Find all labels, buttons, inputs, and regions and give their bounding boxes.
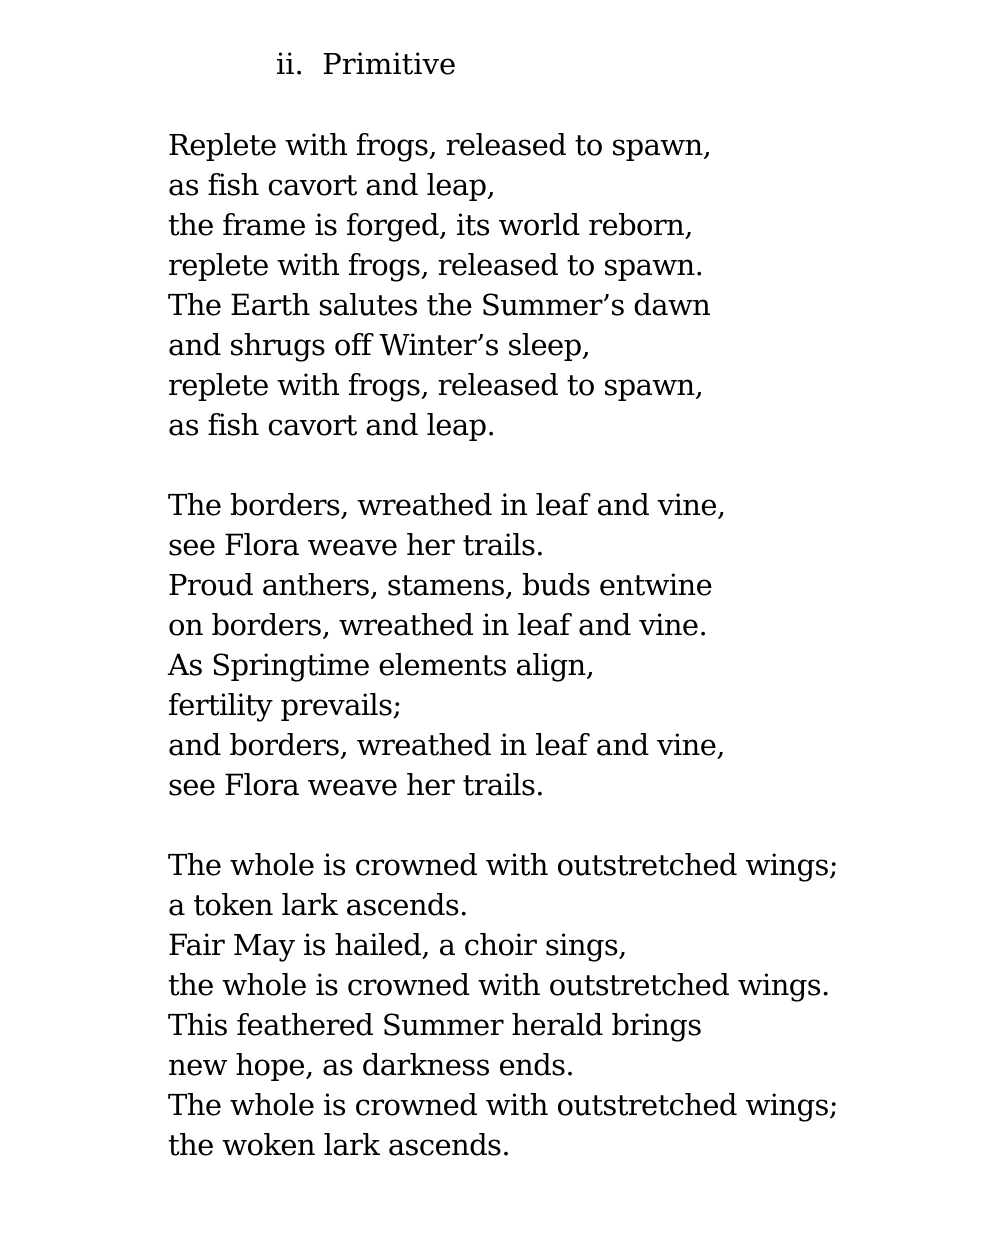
poem-line: on borders, wreathed in leaf and vine. [168,608,708,642]
poem-line: Proud anthers, stamens, buds entwine [168,568,713,602]
poem-line: replete with frogs, released to spawn, [168,368,704,402]
section-number: ii. [276,47,304,81]
poem-line: fertility prevails; [168,688,402,722]
poem-line: The whole is crowned with outstretched wings; [168,1088,838,1122]
poem-line: as fish cavort and leap. [168,408,496,442]
poem-line: as fish cavort and leap, [168,168,496,202]
poem-line: the woken lark ascends. [168,1128,510,1162]
poem-line: As Springtime elements align, [168,648,595,682]
stanza-2 [168,485,726,805]
poem-line: Replete with frogs, released to spawn, [168,128,712,162]
poem-line: the whole is crowned with outstretched wings. [168,968,830,1002]
stanza-1 [168,125,711,445]
poem-line: Fair May is hailed, a choir sings, [168,928,627,962]
poem-line: The borders, wreathed in leaf and vine, [168,488,726,522]
section-title: Primitive [322,47,457,81]
poem-line: This feathered Summer herald brings [168,1008,702,1042]
poem-line: The whole is crowned with outstretched wings; [168,848,838,882]
section-heading [276,44,456,84]
poem-line: see Flora weave her trails. [168,528,544,562]
poem-line: the frame is forged, its world reborn, [168,208,693,242]
stanza-3 [168,845,838,1165]
poem-line: replete with frogs, released to spawn. [168,248,704,282]
poem-line: a token lark ascends. [168,888,468,922]
poem-line: and shrugs off Winter’s sleep, [168,328,591,362]
poem-line: and borders, wreathed in leaf and vine, [168,728,725,762]
poem-line: The Earth salutes the Summer’s dawn [168,288,711,322]
poem-line: see Flora weave her trails. [168,768,544,802]
poem-line: new hope, as darkness ends. [168,1048,574,1082]
